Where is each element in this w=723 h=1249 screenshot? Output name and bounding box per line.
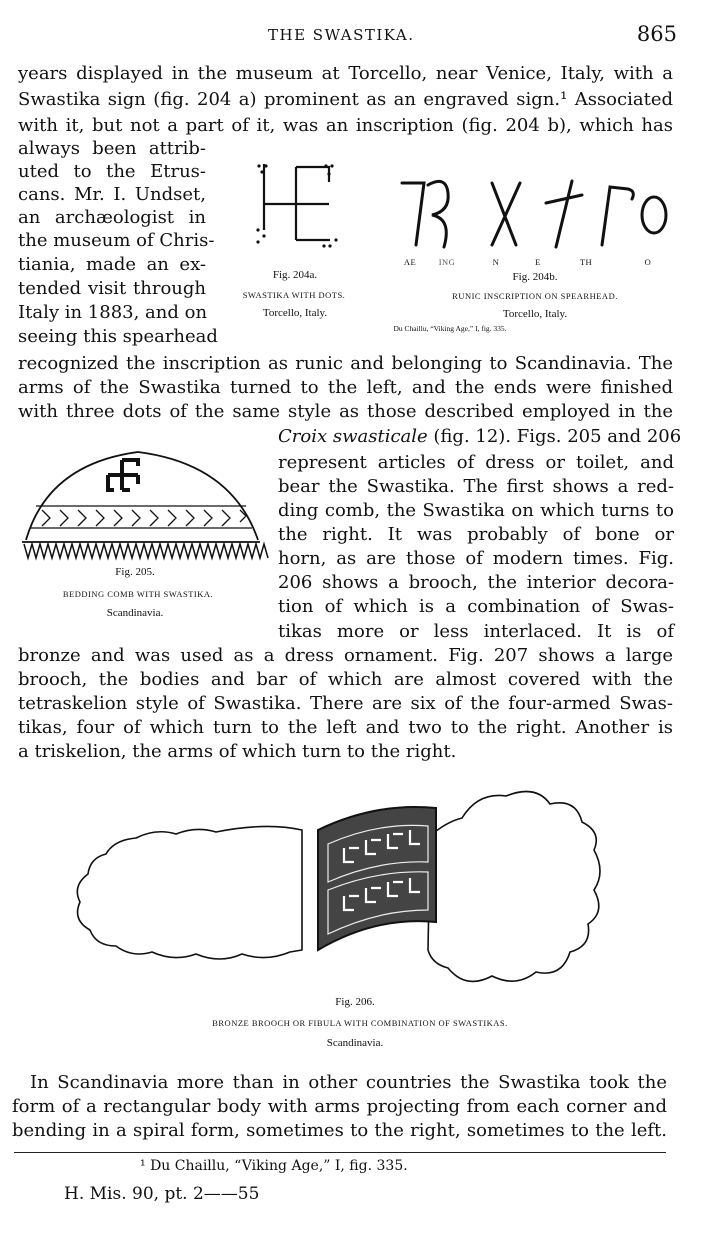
- text-line: tiania, made an ex-: [18, 254, 206, 275]
- text-line: bear the Swastika. The first shows a red-: [278, 476, 674, 497]
- text-line: a triskelion, the arms of which turn to the right.: [18, 741, 457, 762]
- text-line: bending in a spiral form, sometimes to the right, sometimes to the left.: [12, 1120, 667, 1141]
- text-line: 206 shows a brooch, the interior decora-: [278, 572, 674, 593]
- text-line: Italy in 1883, and on: [18, 302, 208, 323]
- fig-205-caption: BEDDING COMB WITH SWASTIKA.: [62, 589, 214, 599]
- text-line: an archæologist in: [18, 207, 206, 228]
- text-line: ding comb, the Swastika on which turns to: [278, 500, 674, 521]
- fig-206-source: Scandinavia.: [326, 1037, 384, 1049]
- fig-206-label: Fig. 206.: [335, 996, 375, 1008]
- text-line: form of a rectangular body with arms projecting from each corner and: [12, 1096, 667, 1117]
- text-line: horn, as are those of modern times. Fig.: [278, 548, 674, 569]
- rune-letter: AE: [403, 257, 417, 267]
- text-line: the museum of Chris-: [18, 230, 215, 251]
- signature-line: H. Mis. 90, pt. 2——55: [64, 1184, 260, 1204]
- text-line: uted to the Etrus-: [18, 161, 206, 182]
- running-title: THE SWASTIKA.: [268, 26, 415, 44]
- rune-transliteration: [398, 257, 668, 271]
- text-line: In Scandinavia more than in other countries the Swastika took the: [30, 1072, 667, 1093]
- text-line: recognized the inscription as runic and belonging to Scandinavia. The: [18, 353, 673, 374]
- text-line: cans. Mr. I. Undset,: [18, 184, 206, 205]
- text-line: tikas more or less interlaced. It is of: [278, 621, 674, 642]
- text-line: always been attrib-: [18, 138, 206, 159]
- rune-letter: E: [535, 257, 541, 267]
- fig-204b-source: Torcello, Italy.: [502, 308, 568, 320]
- rune-letter: TH: [579, 257, 593, 267]
- text-line: arms of the Swastika turned to the left, and the ends were finished: [18, 377, 673, 398]
- fig-204b-label: Fig. 204b.: [512, 271, 558, 283]
- fig-204a-caption: SWASTIKA WITH DOTS.: [242, 290, 346, 300]
- runic-inscription-figure: [396, 175, 676, 255]
- fig-206-caption: BRONZE BROOCH OR FIBULA WITH COMBINATION OF SWASTIKAS.: [212, 1018, 508, 1028]
- text-line: seeing this spearhead: [18, 326, 218, 347]
- italic-term: Croix swasticale: [278, 426, 428, 447]
- text-line: brooch, the bodies and bar of which are almost covered with the: [18, 669, 673, 690]
- text-line: with it, but not a part of it, was an inscription (fig. 204 b), which has: [18, 115, 673, 136]
- text-line: tion of which is a combination of Swas-: [278, 596, 674, 617]
- text-line: tikas, four of which turn to the left and two to the right. Another is: [18, 717, 673, 738]
- text-line: tetraskelion style of Swastika. There are six of the four-armed Swas-: [18, 693, 673, 714]
- running-head: [0, 22, 723, 52]
- text-line: with three dots of the same style as those described employed in the: [18, 401, 673, 422]
- text-line: represent articles of dress or toilet, and: [278, 452, 674, 473]
- text-line: Swastika sign (fig. 204 a) prominent as an engraved sign.¹ Associated: [18, 89, 673, 110]
- rune-letter: O: [644, 257, 652, 267]
- fig-205-source: Scandinavia.: [106, 607, 164, 619]
- fig-204a-source: Torcello, Italy.: [262, 307, 328, 319]
- fig-204b-caption: RUNIC INSCRIPTION ON SPEARHEAD.: [452, 291, 618, 301]
- fig-205-label: Fig. 205.: [115, 566, 155, 578]
- text-line: [278, 425, 682, 449]
- bedding-comb-figure: [18, 444, 262, 564]
- swastika-with-dots-figure: [244, 152, 354, 262]
- rune-letter: N: [492, 257, 500, 267]
- fig-204b-credit: Du Chaillu, “Viking Age,” I, fig. 335.: [393, 324, 507, 333]
- bronze-brooch-figure: [66, 782, 666, 992]
- fig-204a-label: Fig. 204a.: [272, 269, 318, 281]
- footnote: ¹ Du Chaillu, “Viking Age,” I, fig. 335.: [140, 1158, 408, 1174]
- rune-letter: ING: [438, 257, 456, 267]
- text-line: years displayed in the museum at Torcello, near Venice, Italy, with a: [18, 63, 673, 84]
- page-number: 865: [636, 22, 677, 46]
- text-line: bronze and was used as a dress ornament. Fig. 207 shows a large: [18, 645, 673, 666]
- text-line-rest: (fig. 12). Figs. 205 and 206: [427, 426, 682, 447]
- text-line: the right. It was probably of bone or: [278, 524, 674, 545]
- text-line: tended visit through: [18, 278, 206, 299]
- footnote-rule: [14, 1152, 666, 1153]
